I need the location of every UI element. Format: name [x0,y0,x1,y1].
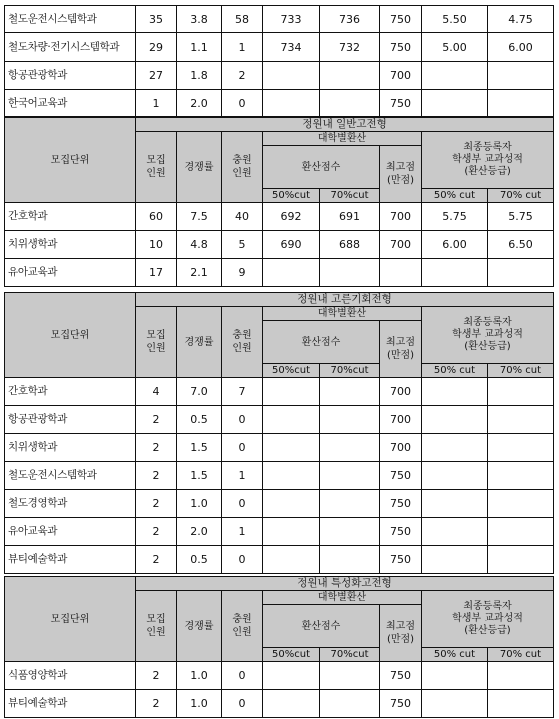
quota-cell: 2 [136,662,177,690]
table-row [5,662,554,690]
grade-50-cut-cell [422,62,488,90]
header-grade70: 70% cut [488,189,554,203]
header-univ-conversion: 대학별환산 [263,591,422,605]
score-50-cut-cell [263,62,320,90]
table-row [5,33,554,62]
grade-50-cut-cell [422,406,488,434]
score-70-cut-cell [320,378,380,406]
max-score-cell: 700 [380,406,422,434]
score-50-cut-cell [263,690,320,718]
section-header [5,293,554,378]
table-row [5,203,554,231]
score-50-cut-cell [263,434,320,462]
grade-70-cut-cell: 5.75 [488,203,554,231]
score-50-cut-cell [263,518,320,546]
header-final-line: 학생부 교과성적 [452,329,523,340]
table-row [5,231,554,259]
score-50-cut-cell [263,546,320,574]
grade-50-cut-cell: 5.50 [422,6,488,33]
section-body [5,378,554,574]
quota-cell: 60 [136,203,177,231]
score-70-cut-cell [320,406,380,434]
header-final-line: 학생부 교과성적 [452,613,523,624]
quota-cell: 2 [136,546,177,574]
header-grade50: 50% cut [422,189,488,203]
unit-name-cell: 뷰티예술학과 [5,690,136,718]
grade-70-cut-cell [488,62,554,90]
additional-admit-cell: 0 [222,546,263,574]
header-max-score [380,321,422,378]
header-final-line: 최종등록자 [463,142,512,153]
grade-50-cut-cell [422,90,488,117]
competition-rate-cell: 0.5 [177,406,222,434]
table-row [5,259,554,287]
section-header [5,577,554,662]
quota-cell: 2 [136,434,177,462]
grade-50-cut-cell [422,378,488,406]
score-50-cut-cell [263,90,320,117]
score-70-cut-cell: 732 [320,33,380,62]
competition-rate-cell: 3.8 [177,6,222,33]
grade-70-cut-cell [488,90,554,117]
header-cut50: 50%cut [263,648,320,662]
section-title: 정원내 고른기회전형 [136,293,554,307]
section-table-equal-opportunity [4,292,554,574]
unit-name-cell: 간호학과 [5,203,136,231]
additional-admit-cell: 0 [222,90,263,117]
header-quota [136,307,177,378]
grade-70-cut-cell [488,546,554,574]
score-70-cut-cell [320,490,380,518]
additional-admit-cell: 0 [222,406,263,434]
grade-50-cut-cell [422,259,488,287]
header-max-line: (만점) [386,175,415,186]
unit-name-cell: 한국어교육과 [5,90,136,117]
grade-70-cut-cell [488,690,554,718]
quota-cell: 1 [136,90,177,117]
header-quota-line: 모집 [146,155,166,166]
unit-name-cell: 철도운전시스템학과 [5,6,136,33]
grade-70-cut-cell [488,259,554,287]
score-50-cut-cell: 733 [263,6,320,33]
max-score-cell: 750 [380,490,422,518]
score-50-cut-cell [263,462,320,490]
score-70-cut-cell [320,690,380,718]
additional-admit-cell: 1 [222,518,263,546]
grade-50-cut-cell [422,434,488,462]
header-max-score [380,605,422,662]
header-final-line: 최종등록자 [463,317,512,328]
max-score-cell: 750 [380,462,422,490]
header-quota-line: 인원 [146,168,166,179]
score-70-cut-cell [320,662,380,690]
quota-cell: 4 [136,378,177,406]
grade-70-cut-cell: 6.50 [488,231,554,259]
header-grade50: 50% cut [422,648,488,662]
grade-50-cut-cell: 6.00 [422,231,488,259]
quota-cell: 2 [136,462,177,490]
max-score-cell: 750 [380,90,422,117]
max-score-cell: 750 [380,690,422,718]
header-cut70: 70%cut [320,364,380,378]
section-table-specialized-high [4,576,554,718]
competition-rate-cell: 1.8 [177,62,222,90]
additional-admit-cell: 0 [222,662,263,690]
score-70-cut-cell [320,90,380,117]
header-max-line: 최고점 [386,337,415,348]
unit-name-cell: 치위생학과 [5,231,136,259]
score-70-cut-cell [320,259,380,287]
grade-50-cut-cell [422,518,488,546]
additional-admit-cell: 9 [222,259,263,287]
header-final-registrant [422,132,554,189]
grade-70-cut-cell [488,518,554,546]
header-grade50: 50% cut [422,364,488,378]
quota-cell: 17 [136,259,177,287]
header-cut50: 50%cut [263,364,320,378]
competition-rate-cell: 2.0 [177,90,222,117]
table-row [5,378,554,406]
additional-admit-cell: 0 [222,490,263,518]
competition-rate-cell: 7.0 [177,378,222,406]
header-univ-conversion: 대학별환산 [263,132,422,146]
quota-cell: 2 [136,406,177,434]
max-score-cell: 750 [380,6,422,33]
grade-50-cut-cell [422,546,488,574]
header-extra-line: 인원 [232,627,252,638]
additional-admit-cell: 2 [222,62,263,90]
grade-50-cut-cell: 5.75 [422,203,488,231]
max-score-cell: 700 [380,203,422,231]
grade-70-cut-cell [488,462,554,490]
header-extra-line: 충원 [232,330,252,341]
additional-admit-cell: 58 [222,6,263,33]
additional-admit-cell: 0 [222,690,263,718]
header-final-registrant [422,307,554,364]
score-50-cut-cell: 734 [263,33,320,62]
grade-50-cut-cell [422,662,488,690]
unit-name-cell: 간호학과 [5,378,136,406]
header-extra-line: 충원 [232,614,252,625]
section-body [5,662,554,718]
header-quota-line: 인원 [146,627,166,638]
grade-70-cut-cell [488,490,554,518]
header-unit: 모집단위 [5,118,136,203]
header-max-score [380,146,422,203]
section-header [5,118,554,203]
competition-rate-cell: 7.5 [177,203,222,231]
section-title: 정원내 일반고전형 [136,118,554,132]
max-score-cell: 700 [380,378,422,406]
additional-admit-cell: 1 [222,462,263,490]
header-converted-score: 환산점수 [263,321,380,364]
header-extra-line: 인원 [232,343,252,354]
competition-rate-cell: 1.0 [177,490,222,518]
grade-50-cut-cell: 5.00 [422,33,488,62]
table-row [5,434,554,462]
quota-cell: 29 [136,33,177,62]
header-final-line: 최종등록자 [463,601,512,612]
grade-70-cut-cell: 6.00 [488,33,554,62]
header-max-line: 최고점 [386,621,415,632]
competition-rate-cell: 1.5 [177,462,222,490]
additional-admit-cell: 7 [222,378,263,406]
header-final-registrant [422,591,554,648]
unit-name-cell: 항공관광학과 [5,406,136,434]
header-converted-score: 환산점수 [263,605,380,648]
competition-rate-cell: 1.0 [177,690,222,718]
max-score-cell: 700 [380,434,422,462]
score-50-cut-cell: 690 [263,231,320,259]
table-row [5,62,554,90]
score-70-cut-cell: 736 [320,6,380,33]
score-70-cut-cell [320,462,380,490]
header-cut70: 70%cut [320,189,380,203]
unit-name-cell: 유아교육과 [5,518,136,546]
additional-admit-cell: 0 [222,434,263,462]
header-extra-line: 인원 [232,168,252,179]
table-row [5,518,554,546]
max-score-cell: 750 [380,662,422,690]
section-title: 정원내 특성화고전형 [136,577,554,591]
table-row [5,490,554,518]
section-body [5,203,554,287]
table-row [5,6,554,33]
section-table-general [4,117,554,287]
header-rate: 경쟁률 [177,132,222,203]
max-score-cell: 750 [380,518,422,546]
score-50-cut-cell [263,259,320,287]
header-grade70: 70% cut [488,364,554,378]
header-quota-line: 모집 [146,614,166,625]
competition-rate-cell: 0.5 [177,546,222,574]
score-70-cut-cell [320,546,380,574]
quota-cell: 10 [136,231,177,259]
top-continuation-table [4,5,554,117]
unit-name-cell: 철도경영학과 [5,490,136,518]
quota-cell: 2 [136,490,177,518]
score-70-cut-cell [320,434,380,462]
unit-name-cell: 항공관광학과 [5,62,136,90]
table-row [5,462,554,490]
header-final-line: (환산등급) [464,166,511,177]
competition-rate-cell: 2.0 [177,518,222,546]
grade-70-cut-cell [488,378,554,406]
quota-cell: 35 [136,6,177,33]
unit-name-cell: 뷰티예술학과 [5,546,136,574]
additional-admit-cell: 5 [222,231,263,259]
header-final-line: (환산등급) [464,625,511,636]
additional-admit-cell: 1 [222,33,263,62]
score-50-cut-cell [263,662,320,690]
header-quota [136,132,177,203]
competition-rate-cell: 1.0 [177,662,222,690]
additional-admit-cell: 40 [222,203,263,231]
table-row [5,90,554,117]
max-score-cell [380,259,422,287]
score-70-cut-cell: 691 [320,203,380,231]
score-70-cut-cell [320,518,380,546]
header-grade70: 70% cut [488,648,554,662]
header-extra [222,591,263,662]
unit-name-cell: 식품영양학과 [5,662,136,690]
header-converted-score: 환산점수 [263,146,380,189]
grade-70-cut-cell: 4.75 [488,6,554,33]
unit-name-cell: 철도차량·전기시스템학과 [5,33,136,62]
header-max-line: (만점) [386,634,415,645]
grade-50-cut-cell [422,462,488,490]
competition-rate-cell: 4.8 [177,231,222,259]
grade-70-cut-cell [488,434,554,462]
unit-name-cell: 유아교육과 [5,259,136,287]
quota-cell: 2 [136,690,177,718]
header-quota-line: 모집 [146,330,166,341]
header-max-line: (만점) [386,350,415,361]
competition-rate-cell: 1.5 [177,434,222,462]
grade-50-cut-cell [422,690,488,718]
max-score-cell: 700 [380,231,422,259]
quota-cell: 27 [136,62,177,90]
grade-70-cut-cell [488,406,554,434]
header-rate: 경쟁률 [177,307,222,378]
score-50-cut-cell [263,490,320,518]
header-cut50: 50%cut [263,189,320,203]
max-score-cell: 700 [380,62,422,90]
competition-rate-cell: 2.1 [177,259,222,287]
header-quota-line: 인원 [146,343,166,354]
max-score-cell: 750 [380,546,422,574]
score-50-cut-cell [263,378,320,406]
quota-cell: 2 [136,518,177,546]
score-50-cut-cell: 692 [263,203,320,231]
header-univ-conversion: 대학별환산 [263,307,422,321]
table-row [5,546,554,574]
header-cut70: 70%cut [320,648,380,662]
header-extra-line: 충원 [232,155,252,166]
header-final-line: (환산등급) [464,341,511,352]
unit-name-cell: 치위생학과 [5,434,136,462]
score-50-cut-cell [263,406,320,434]
competition-rate-cell: 1.1 [177,33,222,62]
header-quota [136,591,177,662]
header-extra [222,307,263,378]
grade-70-cut-cell [488,662,554,690]
score-70-cut-cell [320,62,380,90]
score-70-cut-cell: 688 [320,231,380,259]
table-row [5,406,554,434]
header-unit: 모집단위 [5,577,136,662]
table-row [5,690,554,718]
max-score-cell: 750 [380,33,422,62]
unit-name-cell: 철도운전시스템학과 [5,462,136,490]
grade-50-cut-cell [422,490,488,518]
header-max-line: 최고점 [386,162,415,173]
header-unit: 모집단위 [5,293,136,378]
header-extra [222,132,263,203]
header-final-line: 학생부 교과성적 [452,154,523,165]
header-rate: 경쟁률 [177,591,222,662]
